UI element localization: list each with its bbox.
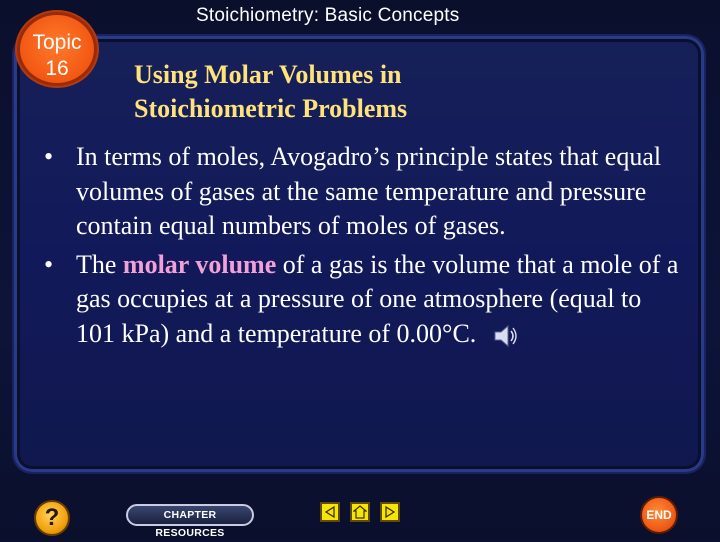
- footer-bar: [0, 484, 720, 540]
- bullet-text-post: of a gas is the volume that a mole of a gas occupies at a pressure of one atmosphere (equal to 101 kPa) and a temperature of 0.00°C.: [76, 249, 679, 348]
- next-button[interactable]: [380, 502, 400, 522]
- bullet-text-pre: The: [76, 249, 123, 279]
- bullet-list: [40, 140, 680, 355]
- home-button[interactable]: [350, 502, 370, 522]
- molar-volume-term: molar volume: [122, 249, 277, 279]
- arrow-right-icon: [383, 505, 397, 519]
- topic-badge: [17, 12, 97, 86]
- end-button[interactable]: END: [640, 496, 678, 534]
- arrow-left-icon: [323, 505, 337, 519]
- slide-title-line1: Using Molar Volumes in: [134, 60, 402, 89]
- topic-badge-number: 16: [45, 57, 69, 80]
- slide-title: [134, 58, 694, 126]
- bullet-item: [40, 140, 680, 244]
- slide-title-line2: Stoichiometric Problems: [134, 94, 408, 123]
- previous-button[interactable]: [320, 502, 340, 522]
- bullet-text: In terms of moles, Avogadro’s principle states that equal volumes of gases at the same temperature and pressure contain equal numbers of moles of gases.: [76, 142, 662, 240]
- topic-badge-line1: Topic: [32, 31, 82, 54]
- chapter-resources-button[interactable]: CHAPTER RESOURCES: [126, 504, 254, 526]
- bullet-item: [40, 248, 680, 352]
- chapter-title: Stoichiometry: Basic Concepts: [196, 5, 460, 26]
- bullet-dot: •: [44, 142, 54, 171]
- home-icon: [353, 505, 367, 519]
- topic-badge-label: [17, 30, 97, 82]
- speaker-icon[interactable]: [491, 322, 521, 350]
- help-button[interactable]: ?: [34, 500, 70, 536]
- bullet-dot: •: [44, 249, 54, 279]
